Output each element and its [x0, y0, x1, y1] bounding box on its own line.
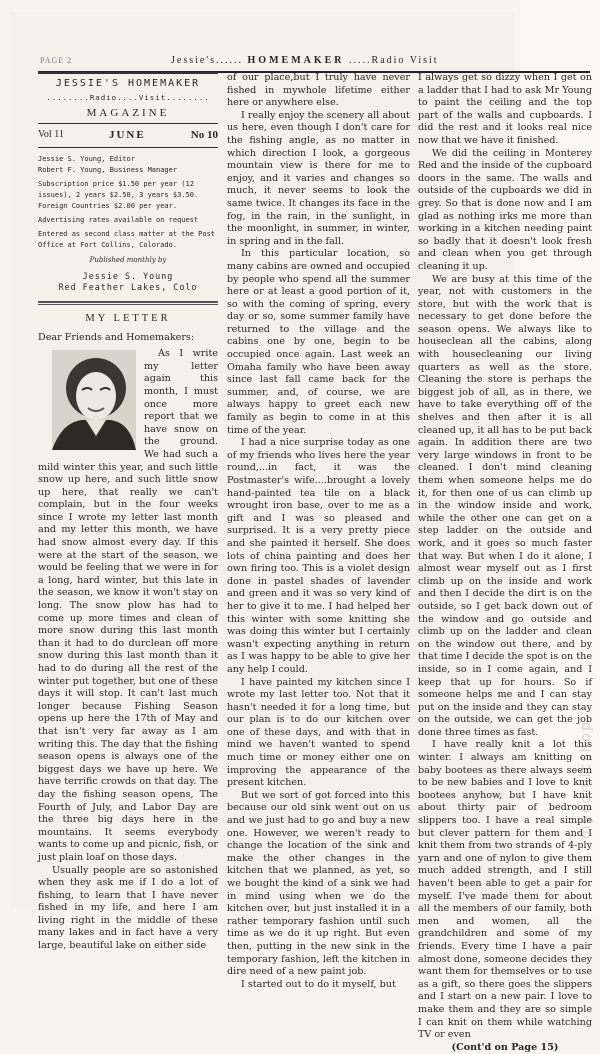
letter-paragraph: We are busy at this time of the year, not with customers in the store, but with the work that is necessary to get done before the season opens. We always like to houseclean all the cabins, along with housecleaning our living quarters as well as the store. Cleaning the store is perhaps the biggest job of all, as in there, we have to take everything off of the shelves and then after it is all cleaned up, it all has to be put back again. In addition there are two very large windows in front to be cleaned. I don't mind cleaning them when someone helps me do it, for then one of us can climb up in the window inside and work, while the other one can get on a step ladder on the outside and work, and it goes so much faster that way. But when I do it alone, I almost wear myself out as I first climb up on the inside and work and then I decide the dirt is on the outside, so I get back down out of the window and go outside and climb up on the ladder and clean on the window out there, and by that time I decide the spot is on the inside, so in I come again, and I keep that up for hours. So if someone helps me and I can stay put on the inside and they can stay on the outside, we can get the job done three times as fast.: [418, 273, 592, 738]
letter-paragraph: I started out to do it myself, but: [241, 978, 396, 990]
letter-paragraph: I always get so dizzy when I get on a ladder that I had to ask Mr Young to paint the ceiling and the top part of the walls and cupboards. I did the rest and it looks real nice now that we have it finished.: [418, 72, 592, 146]
volume: Vol 11: [38, 128, 64, 140]
letter-title: MY LETTER: [85, 312, 171, 324]
letter-paragraph: I have really knit a lot this winter. I always am knitting on baby bootees as there always seem to be new babies and I love to knit bootees anyhow, but I have knit about thirty pair of bedroom slippers too. I have a real simple but clever pattern for them and I knit them from two strands of 4-ply yarn and one of nylon to give them much added strength, and I still haven't been able to get a pair for myself. I've made them for about all the members of our family, both men and women, all the grandchildren and some of my friends. Every time I have a pair almost done, someone decides they want them for themselves or to use as a gift, so there goes the slippers and I start on a new pair. I love to make them and they are so simple I can knit on them while watching TV or even: [418, 739, 592, 1041]
column-3: [418, 72, 592, 1054]
letter-paragraph: of our place,but I truly have never fished in mywhole lifetime either here or anywhere else.: [227, 72, 410, 109]
letter-paragraph: As I write my letter again this month, I must once more report that we have snow on the ground. We had such a mild winter this year, and such little snow up here, and such little snow up here, that really we can't complain, but in the four weeks since I wrote my letter last month and my letter this month, we have had snow almost every day. If this were at the start of the season, we would be feeling that we were in for a long, hard winter, but this late in the season, we know it won't stay on long. The snow plow has had to come up more times and clean of more snow during this last month than it had to do durclean off more snow during this last month than it had to do during all the rest of the winter put together, but one of these days it will stop. It can't last much longer because Fishing Season opens up here the 17th of May and that isn't very far away as I am writing this. The day that the fishing season opens is always one of the biggest days we have up here. We have terrific crowds on that day. The day the fishing season opens, The Fourth of July, and Labor Day are the three big days here in the mountains. It seems everybody wants to come up and picnic, fish, or just plain loaf on those days.: [38, 348, 218, 863]
issue-month: JUNE: [108, 128, 146, 141]
portrait-image-icon: [52, 350, 136, 450]
publisher-name: Jessie S. Young: [82, 270, 174, 281]
running-title-prefix: Jessie's......: [171, 55, 244, 66]
masthead-divider: [38, 301, 218, 305]
running-head: [38, 55, 590, 73]
running-title-suffix: .....Radio Visit: [349, 55, 439, 66]
masthead: [38, 72, 218, 305]
advertising-info: Advertising rates available on request: [38, 216, 199, 225]
continued-note: (Cont'd on Page 15): [451, 1041, 559, 1053]
letter-paragraph: In this particular location, so many cabins are owned and occupied by people who spend all the summer here or at least a good portion of it, so with the coming of spring, every day or so, some summer family have returned to the village and the cabins one by one, begin to be occupied once again. Last week an Omaha family who have been away since last fall came back for the summer, and, of course, we are always happy to greet each new family as begin to come in at this time of the year.: [227, 248, 410, 436]
issue-line: [38, 123, 218, 149]
masthead-subtitle: ........Radio....Visit........: [46, 92, 210, 102]
letter-paragraph: I had a nice surprise today as one of my friends who lives here the year round,...in fact, it was the Postmaster's wife....brought a lovely hand-painted tea tile on a black wrought iron base, over to me as a gift and I was so pleased and surprised. It is a very pretty piece and she painted it herself. She does lots of china painting and does her own firing too. This is a violet design done in pastel shades of lavender and green and it was so very kind of her to give it to me. I had helped her this winter with some knitting she was doing this winter but I certainly wasn't expecting anything in return as I was happy to be able to give her any help I could.: [227, 437, 410, 675]
author-portrait: [52, 350, 136, 450]
masthead-title: JESSIE'S HOMEMAKER: [55, 78, 201, 89]
masthead-magazine: MAGAZINE: [86, 107, 170, 120]
letter-paragraph: Usually people are so astonished when they ask me if I do a lot of fishing, to learn that I have never fished in my life, and here I am living right in the middle of these many lakes and in fact have a very large, beautiful lake on either side: [38, 864, 218, 952]
issue-number: No 10: [190, 128, 218, 141]
running-title-main: HOMEMAKER: [247, 55, 345, 66]
column-1: [38, 72, 218, 953]
business-manager: Robert F. Young, Business Manager: [38, 166, 178, 175]
watermark: mycomicshop: [578, 720, 594, 840]
letter-paragraph: But we sort of got forced into this because our old sink went out on us and we just had to go and buy a new one. However, we weren't ready to change the location of the sink and make the other changes in the kitchen that we planned, as yet, so we bought the kind of a sink we had in mind using when we do the kitchen over, but just installed it in a rather temporary fashion until such time as we do it up right. But even then, putting in the new sink in the temporary fashion, left the kitchen in dire need of a new paint job.: [227, 789, 410, 978]
running-title: [171, 55, 439, 66]
page-number: PAGE 2: [40, 56, 73, 65]
column-2: [227, 72, 410, 991]
mailing-info: Entered as second class matter at the Post Office at Fort Collins, Colorado.: [38, 230, 216, 250]
publisher-location: Red Feather Lakes, Colo: [58, 281, 198, 292]
letter-paragraph: We did the ceiling in Monterey Red and the inside of the cupboard doors in the same. The walls and outside of the cupboards we did in grey. So that is done now and I am glad as nothing irks me more than working in a kitchen needing paint so badly that it doesn't look fresh and clean when you get through cleaning it up.: [418, 147, 592, 272]
published-by: Published monthly by: [89, 256, 167, 265]
letter-paragraph: I have painted my kitchen since I wrote my last letter too. Not that it hasn't needed it for a long time, but our plan is to do our kitchen over one of these days, and with that in mind we haven't wanted to spend much time or money either one on improving the appearance of the present kitchen.: [227, 676, 410, 789]
editor: Jessie S. Young, Editor: [38, 155, 135, 164]
subscription-info: Subscription price $1.50 per year (12 issues), 2 years $2.50, 3 years $3.50. Foreign Countries $2.00 per year.: [38, 180, 199, 211]
letter-paragraph: I really enjoy the scenery all about us here, even though I don't care for the fishing angle, as no matter in which direction I look, a gorgeous mountain view is there for me to enjoy, and it varies and changes so much, it never seems to look the same twice. It changes its face in the fog, in the rain, in the sunlight, in the moonlight, in summer, in winter, in spring and in the fall.: [227, 109, 410, 247]
salutation: Dear Friends and Homemakers:: [38, 331, 195, 343]
